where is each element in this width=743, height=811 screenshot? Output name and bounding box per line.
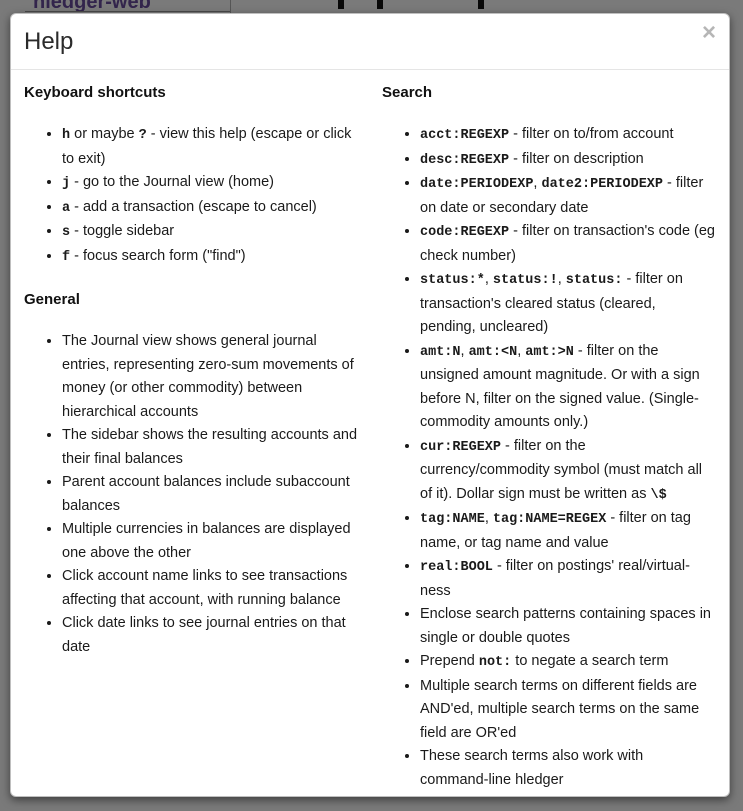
list-item: • acct:REGEXP - filter on to/from account xyxy=(420,123,715,148)
list-item: • h or maybe ? - view this help (escape or click to exit) xyxy=(62,123,364,171)
list-item: • s - toggle sidebar xyxy=(62,220,364,245)
code-term: not: xyxy=(478,655,512,670)
list-item: • j - go to the Journal view (home) xyxy=(62,171,364,196)
list-item: • a - add a transaction (escape to cancel) xyxy=(62,196,364,221)
code-term: real:BOOL xyxy=(420,560,493,575)
help-list xyxy=(24,123,364,269)
code-term: tag:NAME xyxy=(420,512,485,527)
section-heading: Search xyxy=(382,84,433,101)
code-term: status:! xyxy=(492,273,558,288)
code-term: a xyxy=(62,200,71,216)
code-term: code:REGEXP xyxy=(420,225,510,240)
list-item: • Prepend not: to negate a search term xyxy=(420,650,715,675)
list-item: • desc:REGEXP - filter on description xyxy=(420,148,715,173)
list-item: • The Journal view shows general journal entries, representing zero-sum movements of money (or other commodity) between hierarchical accounts xyxy=(62,330,364,424)
modal-body xyxy=(11,70,729,792)
help-list xyxy=(24,330,364,659)
list-item: • Parent account balances include subaccount balances xyxy=(62,471,364,518)
code-term: desc:REGEXP xyxy=(420,152,510,168)
code-term: amt:<N xyxy=(468,344,518,360)
code-term: s xyxy=(62,225,71,240)
list-item: • f - focus search form ("find") xyxy=(62,245,364,270)
help-right-column xyxy=(382,84,715,792)
code-term: tag:NAME=REGEX xyxy=(492,512,607,527)
code-term: acct:REGEXP xyxy=(420,128,510,143)
section-heading: Keyboard shortcuts xyxy=(24,84,166,101)
list-item: • Enclose search patterns containing spaces in single or double quotes xyxy=(420,603,715,650)
code-term: status:* xyxy=(420,273,485,288)
list-item: • real:BOOL - filter on postings' real/virtual-ness xyxy=(420,555,715,603)
list-item: • date:PERIODEXP, date2:PERIODEXP - filter on date or secondary date xyxy=(420,172,715,220)
help-left-column xyxy=(24,84,364,792)
code-term: amt:>N xyxy=(525,344,574,360)
list-item: • cur:REGEXP - filter on the currency/commodity symbol (must match all of it). Dollar sign must be written as \$ xyxy=(420,435,715,508)
code-term: amt:N xyxy=(420,344,461,360)
modal-header xyxy=(11,14,729,70)
code-term: h xyxy=(62,128,71,143)
list-item: • status:*, status:!, status: - filter on transaction's cleared status (cleared, pending, uncleared) xyxy=(420,268,715,340)
help-modal xyxy=(10,13,730,797)
list-item: • amt:N, amt:<N, amt:>N - filter on the unsigned amount magnitude. Or with a sign before N, filter on the signed value. (Single-commodity amounts only.) xyxy=(420,340,715,435)
code-term: date2:PERIODEXP xyxy=(541,177,664,192)
close-icon[interactable]: × xyxy=(701,19,716,46)
help-list xyxy=(382,123,715,792)
list-item: • tag:NAME, tag:NAME=REGEX - filter on tag name, or tag name and value xyxy=(420,507,715,555)
list-item: • Multiple search terms on different fields are AND'ed, multiple search terms on the same field are OR'ed xyxy=(420,675,715,746)
list-item: • Click date links to see journal entries on that date xyxy=(62,612,364,659)
modal-title: Help xyxy=(24,28,74,55)
code-term: \$ xyxy=(650,487,667,503)
list-item: • These search terms also work with command-line hledger xyxy=(420,745,715,792)
code-term: status: xyxy=(565,273,623,288)
code-term: date:PERIODEXP xyxy=(420,177,534,192)
code-term: f xyxy=(62,249,71,265)
list-item: • The sidebar shows the resulting accounts and their final balances xyxy=(62,424,364,471)
code-term: j xyxy=(62,176,71,191)
section-heading: General xyxy=(24,291,80,308)
list-item: • Multiple currencies in balances are displayed one above the other xyxy=(62,518,364,565)
code-term: ? xyxy=(138,128,147,143)
list-item: • code:REGEXP - filter on transaction's code (eg check number) xyxy=(420,220,715,268)
list-item: • Click account name links to see transactions affecting that account, with running balance xyxy=(62,565,364,612)
code-term: cur:REGEXP xyxy=(420,439,502,455)
